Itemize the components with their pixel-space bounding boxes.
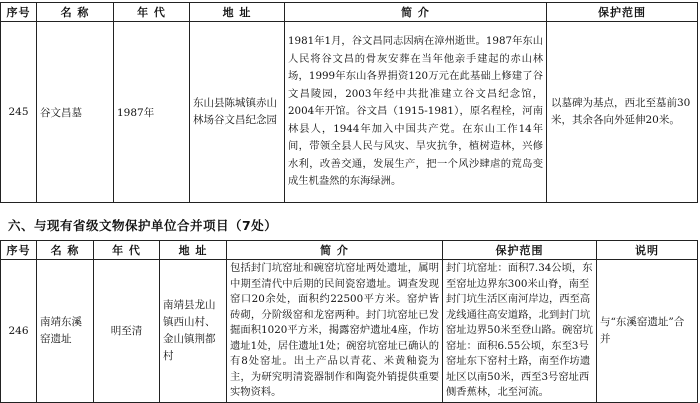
header-name: 名 称 — [37, 241, 94, 260]
header-range: 保护范围 — [443, 241, 597, 260]
header-no: 序号 — [1, 241, 37, 260]
row-address: 南靖县龙山镇西山村、金山镇荆都村 — [160, 260, 227, 403]
header-address: 地 址 — [190, 3, 285, 22]
row-address: 东山县陈城镇赤山林场谷文昌纪念园 — [190, 22, 285, 203]
table-row — [1, 260, 698, 403]
header-era: 年 代 — [114, 3, 190, 22]
header-range: 保护范围 — [547, 3, 698, 22]
table-header-row — [1, 3, 698, 22]
header-intro: 简 介 — [285, 3, 547, 22]
row-era: 1987年 — [114, 22, 190, 203]
row-no: 246 — [1, 260, 37, 403]
table-header-row — [1, 241, 698, 260]
header-era: 年 代 — [94, 241, 160, 260]
row-name: 南靖东溪窑遗址 — [37, 260, 94, 403]
header-no: 序号 — [1, 3, 37, 22]
header-address: 地 址 — [160, 241, 227, 260]
row-range: 以墓碑为基点，西北至墓前30米，其余各向外延伸20米。 — [547, 22, 698, 203]
row-intro: 1981年1月，谷文昌同志因病在漳州逝世。1987年东山人民将谷文昌的骨灰安葬在当年他亲手建起的赤山林场，1999年东山各界捐资120万元在此基础上修建了谷文昌陵园，2003年经中共批准建立谷文昌纪念馆，2004年开馆。谷文昌（1915-1981），原名程栓，河南林县人，1944年加入中国共产党。在东山工作14年间，带领全县人民与风灾、旱灾抗争，植树造林，兴修水利，改善交通，发展生产，把一个风沙肆虐的荒岛变成生机盎然的东海绿洲。 — [285, 22, 547, 203]
header-intro: 简 介 — [227, 241, 443, 260]
table-row — [1, 22, 698, 203]
heritage-table-2 — [0, 240, 698, 403]
row-range: 封门坑窑址：面积7.34公顷，东至窑址边界东300米山脊，南至封门坑生活区南河岸边，西至高龙线通往高安道路，北到封门坑窑址边界50米至登山路。碗窑坑窑址：面积6.55公顷，东至3号窑址东下窑村土路，南至作坊遗址区以南50米，西至3号窑址西侧香蕉林，北至河流。 — [443, 260, 597, 403]
header-note: 说明 — [597, 241, 698, 260]
row-note: 与“东溪窑遗址”合并 — [597, 260, 698, 403]
heritage-table-1 — [0, 2, 698, 203]
row-intro: 包括封门坑窑址和碗窑坑窑址两处遗址，属明中期至清代中后期的民间瓷窑遗址。调查发现窑口20余处，面积约22500平方米。窑炉皆砖砌，分阶级窑和龙窑两种。封门坑窑址已发掘面积1020平方米，揭露窑炉遗址4座，作坊遗址1处，居住遗址1处；碗窑坑窑址已确认的有8处窑址。出土产品以青花、米黄釉瓷为主，为研究明清瓷器制作和陶瓷外销提供重要实物资料。 — [227, 260, 443, 403]
row-era: 明至清 — [94, 260, 160, 403]
row-name: 谷文昌墓 — [37, 22, 114, 203]
header-name: 名 称 — [37, 3, 114, 22]
section-title: 六、与现有省级文物保护单位合并项目（7处） — [8, 218, 278, 233]
row-no: 245 — [1, 22, 37, 203]
